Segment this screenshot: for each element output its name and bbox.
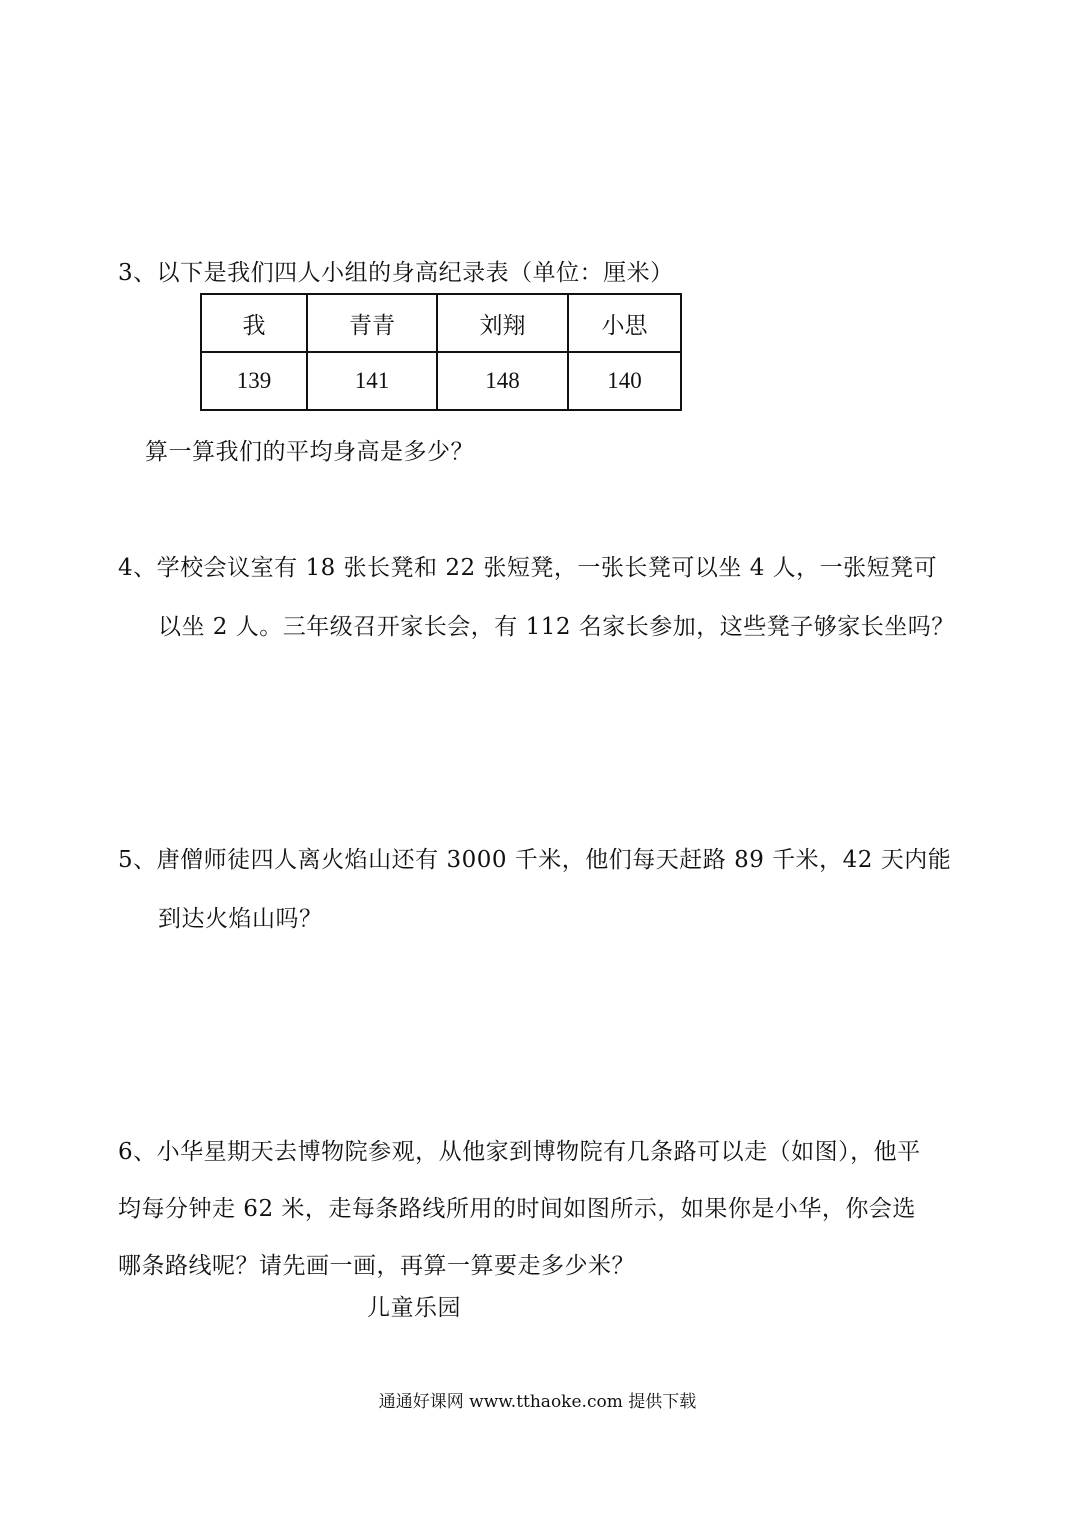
q5-line-1: 5、唐僧师徒四人离火焰山还有 3000 千米，他们每天赶路 89 千米，42 天内能	[118, 847, 952, 873]
table-header-cell: 小思	[568, 294, 681, 352]
table-header-row	[201, 294, 681, 352]
footer-credit: 通通好课网 www.tthaoke.com 提供下载	[378, 1392, 697, 1412]
q5-line-2: 到达火焰山吗？	[158, 906, 323, 932]
q6-line-2: 均每分钟走 62 米，走每条路线所用的时间如图所示，如果你是小华，你会选	[118, 1196, 916, 1222]
table-header-cell: 我	[201, 294, 307, 352]
height-record-table	[200, 293, 682, 411]
q3-title: 3、以下是我们四人小组的身高纪录表（单位：厘米）	[118, 260, 674, 286]
q4-line-1: 4、学校会议室有 18 张长凳和 22 张短凳，一张长凳可以坐 4 人，一张短凳可	[118, 555, 938, 581]
table-header-cell: 刘翔	[437, 294, 568, 352]
table-cell: 148	[437, 352, 568, 410]
table-cell: 139	[201, 352, 307, 410]
table-row	[201, 352, 681, 410]
q6-line-1: 6、小华星期天去博物院参观，从他家到博物院有几条路可以走（如图），他平	[118, 1139, 921, 1165]
q3-question: 算一算我们的平均身高是多少？	[145, 439, 474, 465]
table-cell: 141	[307, 352, 437, 410]
map-label-childrens-park: 儿童乐园	[367, 1295, 461, 1321]
table-cell: 140	[568, 352, 681, 410]
table-header-cell: 青青	[307, 294, 437, 352]
q6-line-3: 哪条路线呢？请先画一画，再算一算要走多少米？	[118, 1253, 635, 1279]
q4-line-2: 以坐 2 人。三年级召开家长会，有 112 名家长参加，这些凳子够家长坐吗？	[158, 614, 955, 640]
